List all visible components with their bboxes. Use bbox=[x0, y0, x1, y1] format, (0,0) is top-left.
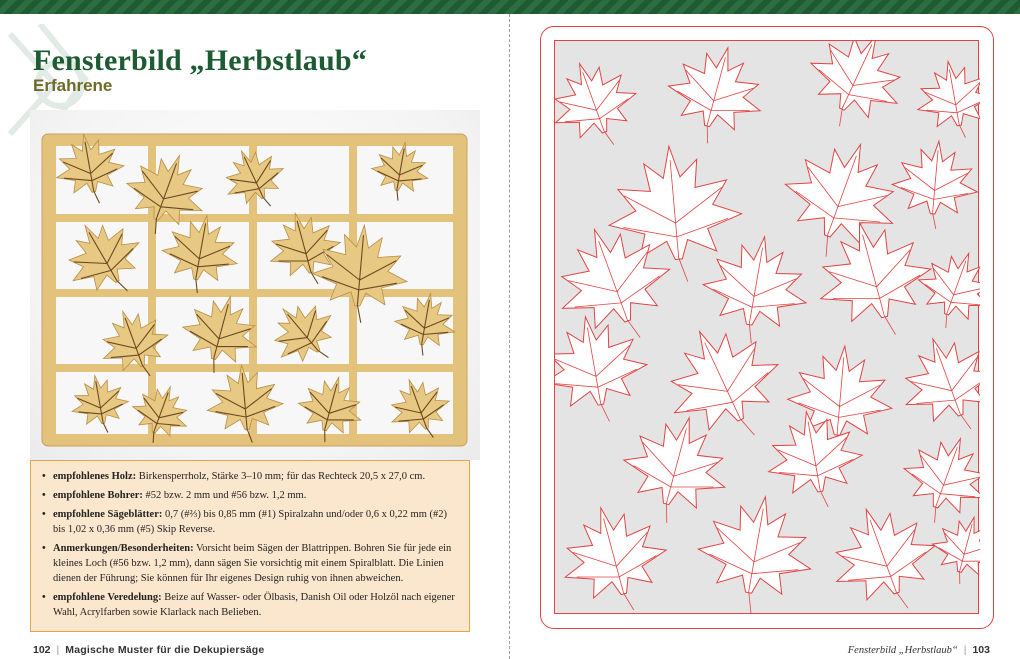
right-footer bbox=[848, 644, 990, 656]
pattern-leaf-17 bbox=[904, 439, 980, 513]
wood-bar-h0 bbox=[52, 138, 457, 146]
pattern-leaf-4 bbox=[609, 146, 742, 259]
wood-bar-h4 bbox=[52, 434, 457, 442]
spec-text: Vorsicht beim Sägen der Blattrippen. Bohren Sie für jede ein kleines Loch (#56 bzw. 1,2 mm), dann sägen Sie vorsichtig mit einem Spiralblatt. Die Linien dienen der Führung; Sie können für Ihr eigenes Design ruhig von ihnen abweichen. bbox=[53, 543, 452, 584]
running-title: Fensterbild „Herbstlaub“ bbox=[847, 645, 958, 656]
pattern-leaf-20 bbox=[836, 509, 935, 600]
left-footer bbox=[33, 644, 264, 656]
spec-text: Birkensperrholz, Stärke 3–10 mm; für das Rechteck 20,5 x 27,0 cm. bbox=[136, 471, 426, 482]
wood-bar-h2 bbox=[52, 289, 457, 297]
difficulty-level: Erfahrene bbox=[33, 76, 113, 95]
spec-label: empfohlene Bohrer: bbox=[53, 490, 143, 501]
spec-text: Beize auf Wasser- oder Ölbasis, Danish Oil oder Holzöl nach eigener Wahl, Acrylfarben sowie Klarlack nach Belieben. bbox=[53, 592, 455, 618]
page-title: Fensterbild „Herbstlaub“ bbox=[33, 44, 367, 77]
spec-text: 0,7 (#⅔) bis 0,85 mm (#1) Spiralzahn und/oder 0,6 x 0,22 mm (#2) bis 1,02 x 0,36 mm (#5) Skip Reverse. bbox=[53, 509, 447, 535]
footer-separator: | bbox=[963, 644, 967, 656]
specs-list bbox=[41, 469, 459, 620]
pattern-leaf-18 bbox=[565, 508, 666, 598]
page-number: 103 bbox=[972, 644, 990, 656]
pattern-leaf-14 bbox=[906, 339, 980, 421]
spec-item-notes bbox=[41, 541, 459, 586]
pattern-leaf-15 bbox=[624, 418, 725, 508]
spec-item-finish bbox=[41, 590, 459, 620]
right-page bbox=[510, 14, 1020, 659]
pattern-leaf-11 bbox=[555, 317, 647, 406]
spec-item-blades bbox=[41, 507, 459, 537]
pattern-leaf-5 bbox=[785, 145, 893, 244]
spec-label: empfohlenes Holz: bbox=[53, 471, 137, 482]
maple-leaf-pattern-outline bbox=[555, 41, 980, 615]
pattern-leaf-12 bbox=[671, 332, 778, 430]
spec-label: Anmerkungen/Besonderheiten: bbox=[53, 543, 194, 554]
decorative-top-band bbox=[0, 0, 1020, 14]
book-title: Magische Muster für die Dekupiersäge bbox=[65, 644, 265, 656]
spec-label: empfohlene Veredelung: bbox=[53, 592, 162, 603]
wood-bar-h1 bbox=[52, 214, 457, 222]
page-number: 102 bbox=[33, 644, 51, 656]
wooden-leaf-fretwork-photo bbox=[30, 110, 480, 460]
pattern-leaf-1 bbox=[669, 48, 761, 130]
spec-text: #52 bzw. 2 mm und #56 bzw. 1,2 mm. bbox=[142, 490, 307, 501]
pattern-leaf-9 bbox=[821, 223, 931, 321]
spec-label: empfohlene Sägeblätter: bbox=[53, 509, 163, 520]
pattern-leaf-3 bbox=[918, 62, 980, 127]
pattern-frame bbox=[540, 26, 994, 629]
wood-panel-drawing bbox=[30, 110, 480, 460]
pattern-leaf-13 bbox=[788, 346, 892, 435]
spec-item-wood bbox=[41, 469, 459, 484]
wood-bar-h3 bbox=[52, 364, 457, 372]
footer-separator: | bbox=[56, 644, 60, 656]
pattern-leaf-6 bbox=[892, 141, 977, 214]
spec-item-drill bbox=[41, 488, 459, 503]
specs-box bbox=[30, 460, 470, 632]
pattern-area bbox=[554, 40, 979, 614]
pattern-leaf-0 bbox=[555, 64, 636, 138]
left-page bbox=[0, 14, 509, 659]
